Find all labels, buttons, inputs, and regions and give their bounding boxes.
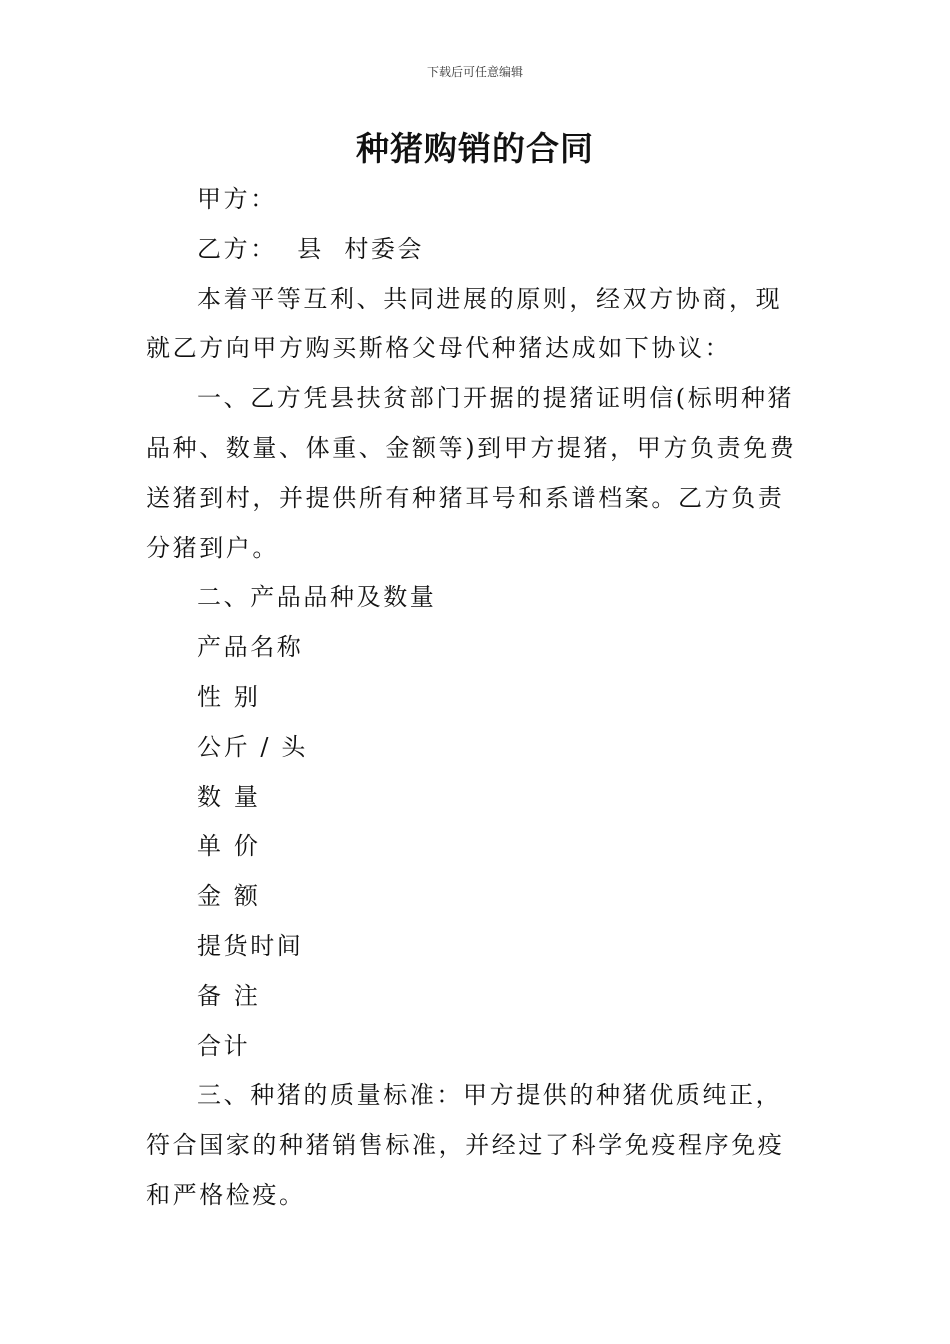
product-field-quantity: 数 量 xyxy=(197,782,261,811)
product-field-total: 合计 xyxy=(197,1031,251,1060)
party-b-line: 乙方： 县 村委会 xyxy=(197,234,425,263)
product-field-name: 产品名称 xyxy=(197,633,304,662)
product-field-weight: 公斤 / 头 xyxy=(197,732,308,761)
clause-3-paragraph: 三、种猪的质量标准：甲方提供的种猪优质纯正，符合国家的种猪销售标准，并经过了科学免疫程序免疫和严格检疫。 xyxy=(146,1081,785,1209)
product-field-gender: 性 别 xyxy=(197,682,261,711)
clause-2-heading: 二、产品品种及数量 xyxy=(197,583,437,612)
header-note: 下载后可任意编辑 xyxy=(426,65,523,79)
product-field-unit-price: 单 价 xyxy=(197,832,261,861)
party-a-line: 甲方： xyxy=(197,185,277,213)
product-field-remarks: 备 注 xyxy=(197,981,261,1010)
product-field-amount: 金 额 xyxy=(197,882,261,911)
clause-1-paragraph: 一、乙方凭县扶贫部门开据的提猪证明信(标明种猪品种、数量、体重、金额等)到甲方提猪，甲方负责免费送猪到村，并提供所有种猪耳号和系谱档案。乙方负责分猪到户。 xyxy=(146,384,797,562)
product-field-pickup-time: 提货时间 xyxy=(197,931,304,960)
intro-paragraph: 本着平等互利、共同进展的原则，经双方协商，现就乙方向甲方购买斯格父母代种猪达成如下协议： xyxy=(146,284,783,363)
document-body xyxy=(146,175,806,1221)
document-title: 种猪购销的合同 xyxy=(356,129,594,168)
